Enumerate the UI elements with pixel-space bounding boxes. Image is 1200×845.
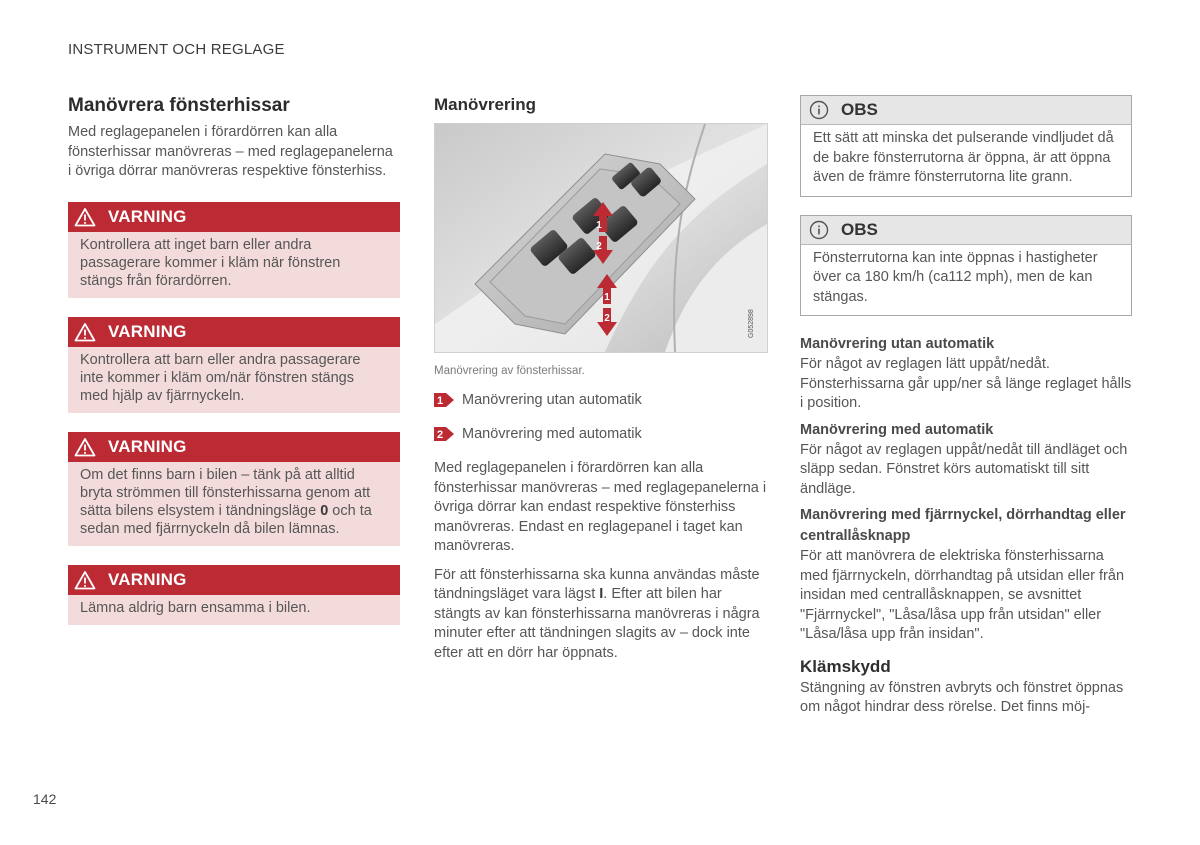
figure-label: 1 <box>604 292 610 303</box>
window-switch-illustration <box>434 123 768 353</box>
svg-text:2: 2 <box>436 429 444 441</box>
note-title: OBS <box>841 219 878 239</box>
body-text-part: För att fönsterhissarna ska kunna användas måste tändningsläget vara lägst <box>434 566 760 602</box>
note-header <box>801 216 1131 245</box>
subsection-heading: Manövrering utan automatik <box>800 336 995 352</box>
body-paragraph: Med reglagepanelen i förardörren kan alla fönsterhissar manövreras – med reglagepanelerna i övriga dörrar kan endast respektive fönsterhiss manövreras. Endast en reglagepanel i taget kan manövreras. <box>434 460 767 554</box>
subsection-text: För något av reglagen lätt uppåt/nedåt. Fönsterhissarna går upp/ner så länge reglaget hålls i position. <box>800 356 1132 411</box>
warning-title: VARNING <box>108 569 187 589</box>
warning-box <box>68 317 400 413</box>
warning-triangle-icon <box>74 570 96 590</box>
info-icon <box>809 100 829 120</box>
warning-header <box>68 317 400 347</box>
note-text: Fönsterrutorna kan inte öppnas i hastigheter över ca 180 km/h (ca112 mph), men de kan stängas. <box>813 249 1098 305</box>
figure-label: 2 <box>604 313 610 324</box>
warning-triangle-icon <box>74 437 96 457</box>
klamskydd-text: Stängning av fönstren avbryts och fönstret öppnas om något hindrar dess rörelse. Det finns möj- <box>800 679 1124 715</box>
warning-box <box>68 432 400 546</box>
door-panel-drawing <box>435 124 767 352</box>
note-title: OBS <box>841 100 878 119</box>
right-column <box>800 95 1132 718</box>
warning-text: Kontrollera att barn eller andra passagerare inte kommer i kläm om/när fönstren stängs med hjälp av fjärrnyckeln. <box>80 351 361 404</box>
callout-arrow-icon <box>434 391 454 409</box>
svg-text:1: 1 <box>436 395 444 407</box>
note-body <box>801 245 1131 316</box>
warning-text: Lämna aldrig barn ensamma i bilen. <box>80 599 311 616</box>
ignition-position-label: 0 <box>320 502 329 519</box>
klamskydd-title: Klämskydd <box>800 656 891 676</box>
warning-triangle-icon <box>74 207 96 227</box>
note-body <box>801 125 1131 196</box>
subsection-heading: Manövrering med fjärrnyckel, dörrhandtag eller centrallåsknapp <box>800 507 1126 544</box>
page-number: 142 <box>33 791 57 807</box>
warning-body <box>68 347 400 413</box>
callout-text: Manövrering utan automatik <box>462 392 642 408</box>
warning-header <box>68 432 400 462</box>
subsection-text: För något av reglagen uppåt/nedåt till ändläget och släpp sedan. Fönstret körs automatiskt till sitt ändläge. <box>800 441 1128 497</box>
note-text: Ett sätt att minska det pulserande vindljudet då de bakre fönsterrutorna är öppna, är att öppna även de främre fönsterrutorna lite grann. <box>813 130 1114 185</box>
figure-caption: Manövrering av fönsterhissar. <box>434 365 585 377</box>
callout-item <box>434 383 768 417</box>
figure-label: 2 <box>596 241 602 252</box>
note-box <box>800 95 1132 197</box>
middle-column <box>434 95 768 663</box>
callout-arrow-icon <box>434 425 454 443</box>
ignition-position-label: I <box>599 586 604 602</box>
callout-item <box>434 417 768 451</box>
warning-title: VARNING <box>108 321 187 341</box>
subsection-text: För att manövrera de elektriska fönsterhissarna med fjärrnyckeln, dörrhandtag på utsidan eller från insidan med centrallåsknappen, se avsnittet "Fjärrnyckel", "Låsa/låsa upp från utsidan" eller "Låsa/låsa upp från insidan". <box>800 548 1125 642</box>
warning-header <box>68 565 400 595</box>
section-title: Manövrera fönsterhissar <box>68 95 290 116</box>
warning-body <box>68 462 400 546</box>
subsection <box>800 420 1132 500</box>
subsection <box>800 505 1132 645</box>
info-icon <box>809 220 829 240</box>
warning-body <box>68 232 400 298</box>
callout-text: Manövrering med automatik <box>462 426 642 442</box>
warning-text: Kontrollera att inget barn eller andra passagerare kommer i kläm när fönstren stängs från förardörren. <box>80 236 341 289</box>
figure-label: 1 <box>596 220 602 231</box>
warning-triangle-icon <box>74 322 96 342</box>
subsection-title: Manövrering <box>434 95 537 114</box>
note-header <box>801 96 1131 125</box>
figure-code: G052898 <box>748 309 755 338</box>
body-text-part: . Efter att bilen har stängts av kan fönsterhissarna manövreras i några minuter efter att tändningen slagits av – dock inte efter att en dörr har öppnats. <box>434 586 760 661</box>
warning-text-part: och ta sedan med fjärrnyckeln då bilen lämnas. <box>80 502 372 537</box>
warning-title: VARNING <box>108 206 187 226</box>
body-paragraph <box>434 566 768 664</box>
left-column <box>68 95 400 644</box>
intro-paragraph: Med reglagepanelen i förardörren kan alla fönsterhissar manövreras – med reglagepanelerna i övriga dörrar manövreras respektive fönsterhiss. <box>68 124 393 179</box>
subsection-heading: Manövrering med automatik <box>800 421 994 438</box>
warning-title: VARNING <box>108 436 187 456</box>
warning-box <box>68 565 400 625</box>
warning-text-part: Om det finns barn i bilen – tänk på att alltid bryta strömmen till fönsterhissarna genom att sätta bilens elsystem i tändningsläge <box>80 466 371 519</box>
warning-header <box>68 202 400 232</box>
running-header: INSTRUMENT OCH REGLAGE <box>68 41 285 58</box>
note-box <box>800 215 1132 317</box>
warning-box <box>68 202 400 298</box>
subsection <box>800 334 1132 414</box>
warning-body <box>68 595 400 625</box>
warning-text <box>80 466 372 538</box>
